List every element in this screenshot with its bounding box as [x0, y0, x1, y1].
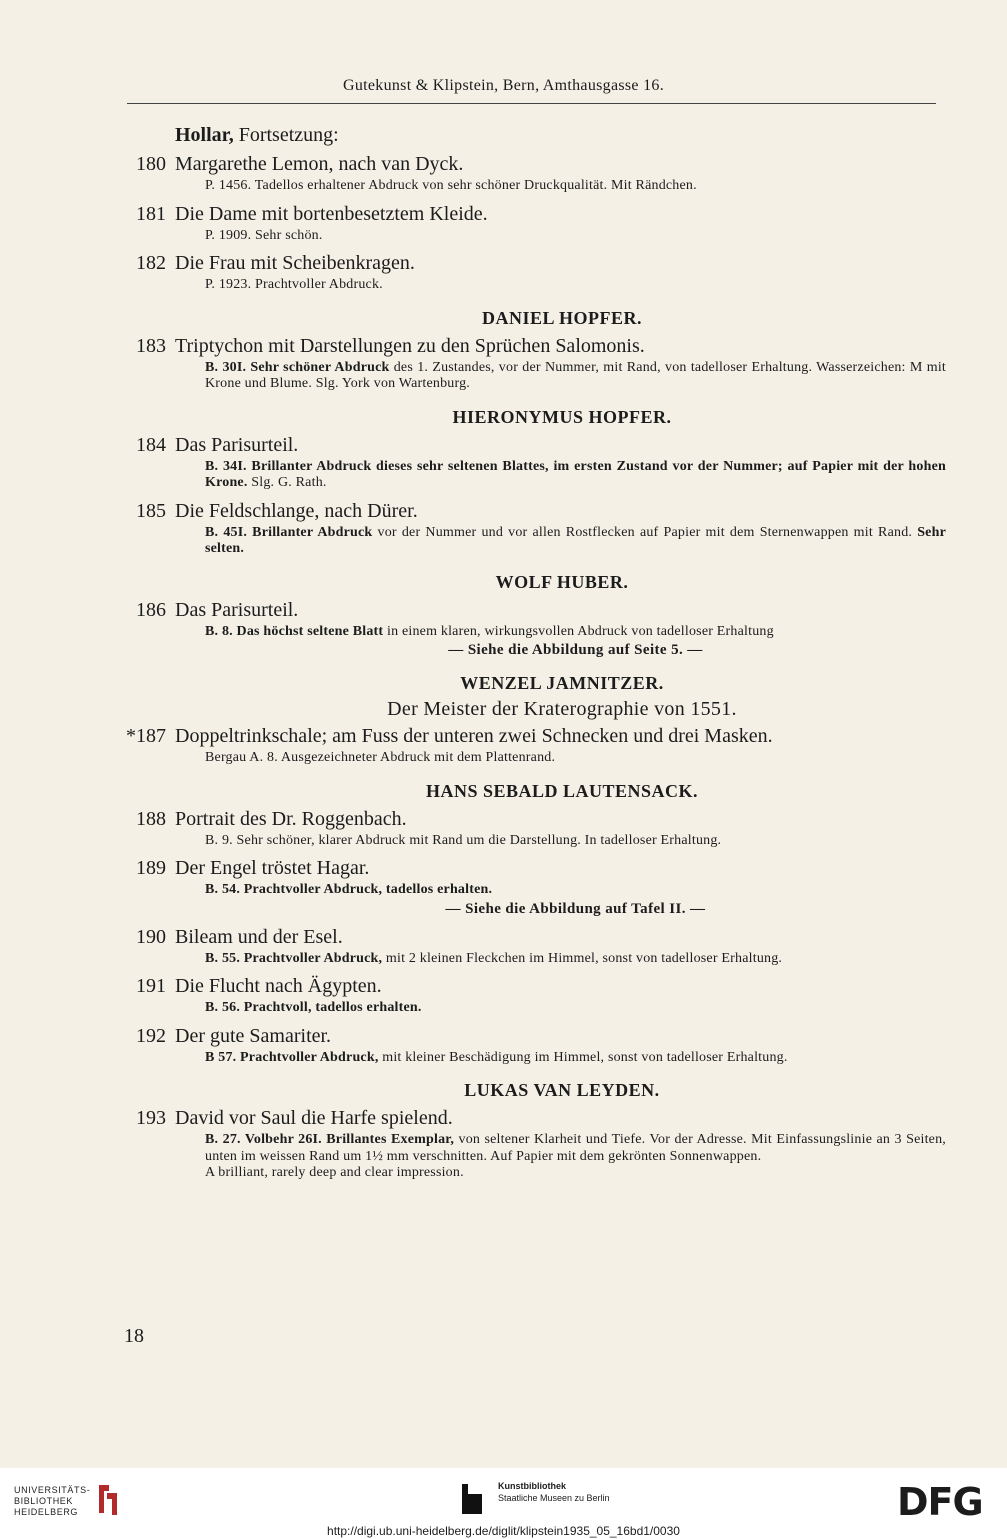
- description-text: B 57. Prachtvoller Abdruck,: [205, 1049, 379, 1065]
- catalog-entry: [118, 1023, 946, 1067]
- entry-title-line: [118, 201, 946, 228]
- continuation-heading: [175, 124, 946, 147]
- artist-heading: LUKAS VAN LEYDEN.: [464, 1080, 660, 1100]
- artist-heading: WENZEL JAMNITZER.: [460, 673, 664, 693]
- description-text: vor der Nummer und vor allen Rostflecken auf Papier mit dem Sternenwappen mit Rand.: [372, 524, 918, 540]
- lot-number: 184: [136, 433, 166, 456]
- lot-title: Das Parisurteil.: [175, 433, 299, 456]
- entry-title-line: [118, 855, 946, 882]
- lot-description: [205, 1000, 946, 1017]
- artist-heading: DANIEL HOPFER.: [481, 307, 643, 328]
- artist-heading: HANS SEBALD LAUTENSACK.: [425, 780, 699, 801]
- lot-title: Portrait des Dr. Roggenbach.: [175, 807, 407, 830]
- illustration-reference: — Siehe die Abbildung auf Seite 5. —: [448, 642, 703, 658]
- catalog-entry: [118, 806, 946, 850]
- catalog-content: [118, 124, 946, 1188]
- kunstbibliothek-mark-icon: [462, 1484, 484, 1514]
- library-name: [14, 1485, 90, 1518]
- library-logo-icon: [95, 1481, 121, 1517]
- artist-heading: HIERONYMUS HOPFER.: [452, 406, 672, 427]
- kunstbibliothek-text: [498, 1480, 678, 1504]
- lot-number: 192: [136, 1024, 166, 1047]
- description-text: B. 30I. Sehr schöner Abdruck: [205, 359, 390, 375]
- description-text: B. 45I. Brillanter Abdruck: [205, 524, 373, 540]
- lot-number: 180: [136, 153, 166, 175]
- continuation-label: Fortsetzung:: [233, 124, 339, 146]
- entry-title-line: [118, 723, 946, 750]
- description-text: Slg. G. Rath.: [247, 475, 327, 490]
- description-text: von seltener Klarheit und Tiefe. Vor der Adresse. Mit Einfassungslinie an 3 Seiten, unten im weissen Rand um 1½ mm verschnitten. Auf Papier mit dem gekrönten Sonnenwappen.: [205, 1132, 946, 1164]
- lot-title: Margarethe Lemon, nach van Dyck.: [175, 153, 464, 175]
- lot-description: [205, 1132, 946, 1182]
- lot-description: [205, 178, 946, 195]
- description-text: mit kleiner Beschädigung im Himmel, sonst von tadelloser Erhaltung.: [378, 1049, 788, 1065]
- dfg-logo: DFG: [897, 1480, 983, 1524]
- lot-number: 190: [136, 925, 166, 948]
- library-line: UNIVERSITÄTS-: [14, 1485, 91, 1495]
- lot-number: 193: [136, 1107, 166, 1129]
- lot-description: [205, 525, 946, 558]
- catalog-entry: [118, 597, 946, 660]
- lot-number: 185: [136, 499, 166, 522]
- running-head: Gutekunst & Klipstein, Bern, Amthausgasse 16.: [342, 77, 665, 94]
- catalog-entry: [118, 855, 946, 918]
- description-text: P. 1456. Tadellos erhaltener Abdruck von sehr schöner Druckqualität. Mit Rändchen.: [205, 178, 697, 193]
- catalog-entry: [118, 498, 946, 558]
- entry-title-line: [118, 432, 946, 459]
- description-text: B. 56. Prachtvoll, tadellos erhalten.: [205, 1000, 422, 1015]
- lot-number: 186: [136, 598, 166, 621]
- entry-title-line: [118, 151, 946, 178]
- kunstbibliothek-title: Kunstbibliothek: [498, 1481, 566, 1491]
- entry-title-line: [118, 924, 946, 951]
- kunstbibliothek-subtitle: Staatliche Museen zu Berlin: [498, 1493, 610, 1503]
- catalog-entry: [118, 250, 946, 294]
- description-text: B. 27. Volbehr 26I. Brillantes Exemplar,: [205, 1132, 455, 1147]
- catalog-entry: [118, 333, 946, 393]
- lot-description: [205, 882, 946, 899]
- catalog-entry: [118, 151, 946, 195]
- catalog-entry: [118, 924, 946, 968]
- catalog-entry: [118, 201, 946, 245]
- description-text: P. 1923. Prachtvoller Abdruck.: [205, 277, 383, 292]
- lot-description: [205, 228, 946, 245]
- lot-description: [205, 277, 946, 294]
- description-text: B. 55. Prachtvoller Abdruck,: [205, 950, 383, 966]
- header-rule: [127, 103, 936, 104]
- lot-title: Die Flucht nach Ägypten.: [175, 975, 382, 997]
- lot-title: Bileam und der Esel.: [175, 925, 343, 948]
- lot-description: [205, 624, 946, 641]
- lot-description: [205, 951, 946, 968]
- catalog-entry: [118, 723, 946, 767]
- footer-bar: [0, 1468, 1007, 1539]
- description-text: B. 9. Sehr schöner, klarer Abdruck mit Rand um die Darstellung. In tadelloser Erhaltung.: [205, 832, 722, 848]
- description-text: Sehr selten.: [205, 524, 946, 556]
- entry-title-line: [118, 1023, 946, 1050]
- lot-number: 189: [136, 857, 166, 879]
- lot-title: Triptychon mit Darstellungen zu den Sprüchen Salomonis.: [175, 334, 645, 357]
- artist-subheading: Der Meister der Kraterographie von 1551.: [387, 698, 737, 720]
- illustration-reference: — Siehe die Abbildung auf Tafel II. —: [445, 900, 706, 917]
- entry-title-line: [118, 1105, 946, 1132]
- description-text: A brilliant, rarely deep and clear impression.: [205, 1165, 464, 1180]
- lot-description: [205, 750, 946, 767]
- description-text: B. 8. Das höchst seltene Blatt: [205, 623, 384, 639]
- lot-description: [205, 360, 946, 393]
- lot-number: 183: [136, 334, 166, 357]
- artist-heading: WOLF HUBER.: [495, 571, 629, 592]
- lot-description: [205, 833, 946, 850]
- lot-title: Doppeltrinkschale; am Fuss der unteren zwei Schnecken und drei Masken.: [175, 725, 773, 747]
- description-text: B. 54. Prachtvoller Abdruck, tadellos erhalten.: [205, 882, 493, 897]
- description-text: P. 1909. Sehr schön.: [205, 227, 323, 243]
- lot-number: *187: [126, 725, 166, 747]
- lot-title: Der Engel tröstet Hagar.: [175, 857, 370, 879]
- lot-description: [205, 1050, 946, 1067]
- catalog-entry: [118, 432, 946, 492]
- description-text: Bergau A. 8. Ausgezeichneter Abdruck mit dem Plattenrand.: [205, 750, 556, 765]
- lot-title: Die Feldschlange, nach Dürer.: [175, 499, 418, 522]
- entry-title-line: [118, 973, 946, 1000]
- description-text: des 1. Zustandes, vor der Nummer, mit Rand, von tadelloser Erhaltung. Wasserzeichen: M mit Krone und Blume. Slg. York von Wartenburg.: [205, 359, 946, 391]
- entry-title-line: [118, 498, 946, 525]
- library-line: BIBLIOTHEK: [14, 1496, 74, 1506]
- description-text: mit 2 kleinen Fleckchen im Himmel, sonst von tadelloser Erhaltung.: [382, 950, 783, 966]
- lot-title: Der gute Samariter.: [175, 1024, 332, 1047]
- entry-title-line: [118, 250, 946, 277]
- lot-number: 182: [136, 252, 166, 274]
- page-number: 18: [124, 1325, 144, 1347]
- entry-title-line: [118, 806, 946, 833]
- catalog-entry: [118, 973, 946, 1017]
- lot-number: 191: [136, 975, 166, 997]
- lot-title: Die Frau mit Scheibenkragen.: [175, 252, 415, 274]
- entry-title-line: [118, 597, 946, 624]
- entry-title-line: [118, 333, 946, 360]
- lot-title: Die Dame mit bortenbesetztem Kleide.: [175, 202, 488, 225]
- description-text: in einem klaren, wirkungsvollen Abdruck von tadelloser Erhaltung: [383, 623, 774, 639]
- continuation-artist: Hollar,: [175, 124, 234, 146]
- lot-title: Das Parisurteil.: [175, 598, 299, 621]
- page-url[interactable]: http://digi.ub.uni-heidelberg.de/diglit/klipstein1935_05_16bd1/0030: [327, 1524, 680, 1538]
- catalog-entry: [118, 1105, 946, 1182]
- lot-title: David vor Saul die Harfe spielend.: [175, 1107, 453, 1129]
- lot-number: 181: [136, 202, 166, 225]
- library-line: HEIDELBERG: [14, 1507, 79, 1517]
- lot-description: [205, 459, 946, 492]
- description-text: B. 34I. Brillanter Abdruck dieses sehr seltenen Blattes, im ersten Zustand vor der Nummer; auf Papier mit der hohen Krone.: [205, 458, 946, 490]
- lot-number: 188: [136, 807, 166, 830]
